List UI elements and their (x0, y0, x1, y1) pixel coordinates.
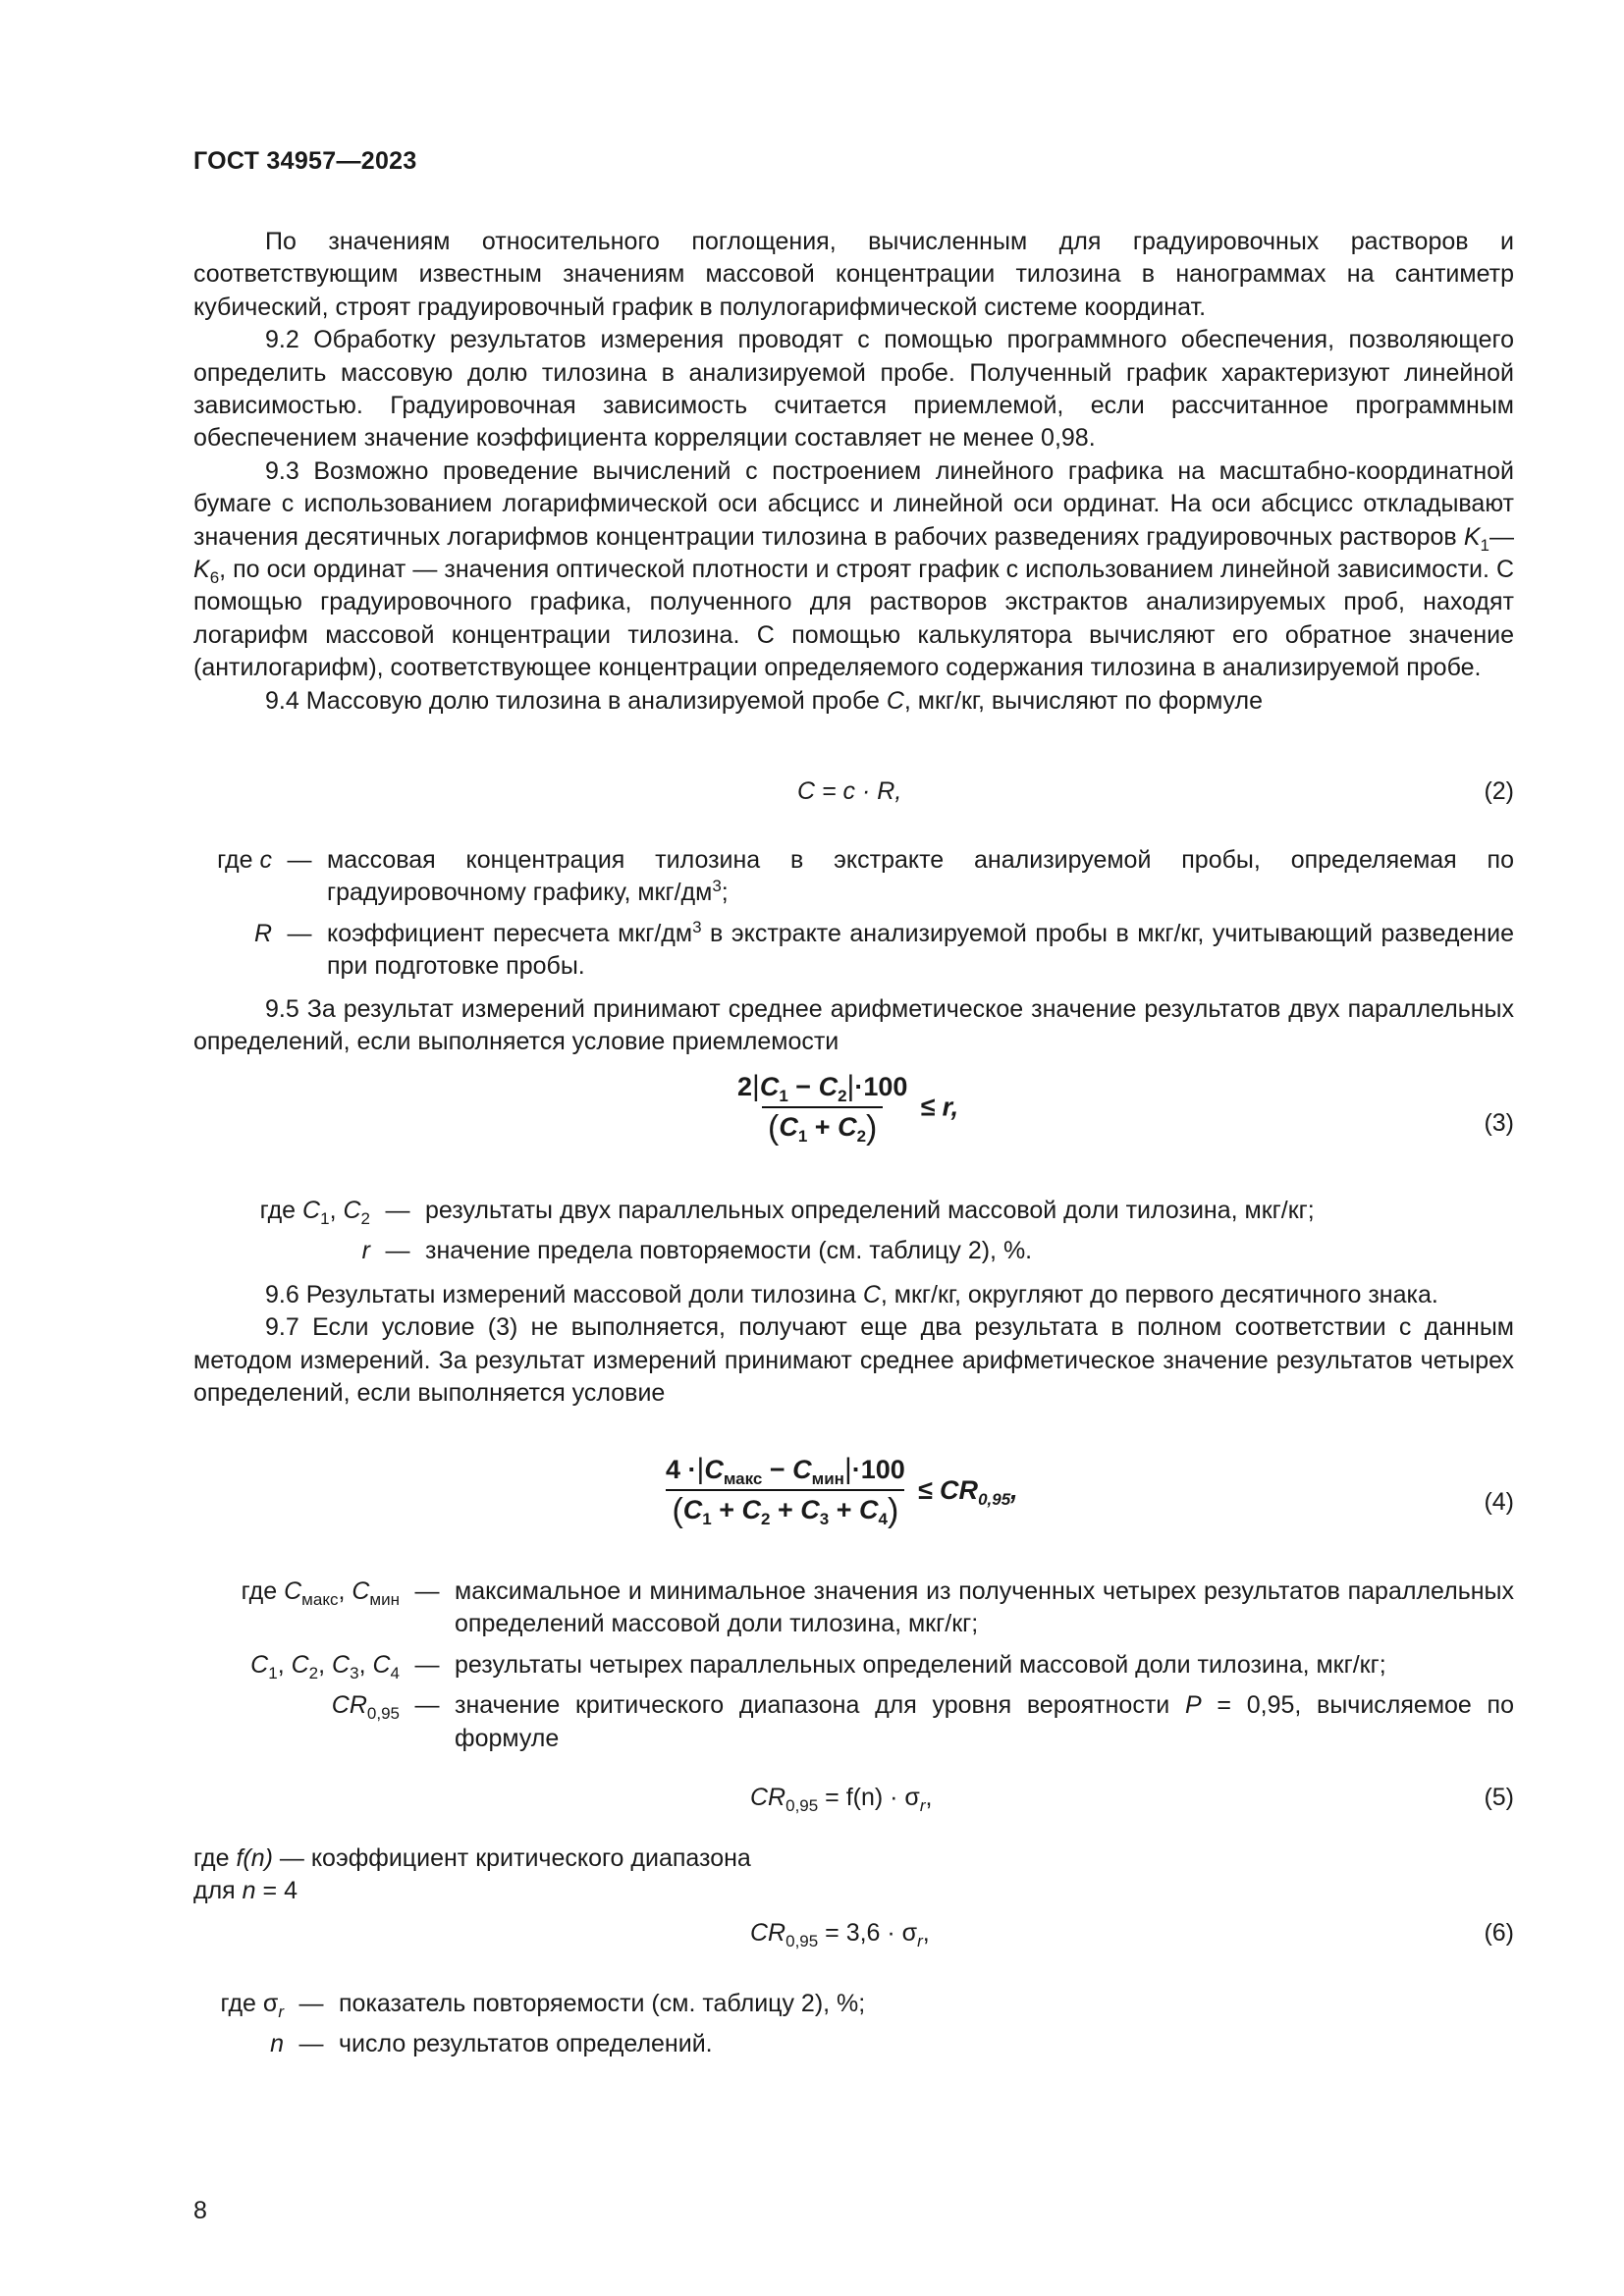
formula-3 (193, 1070, 1514, 1178)
where-row-c: где c — массовая концентрация тилозина в экстракте анализируемой пробы, определяемая по градуировочному графику, мкг/$дм^3$; (217, 846, 1514, 907)
paragraph-9-4: 9.4 Массовую долю тилозина в анализируемой пробе C, мкг/кг, вычисляют по формуле (265, 686, 1264, 715)
page-number: 8 (193, 2197, 207, 2224)
formula-4-number: (4) (1484, 1488, 1514, 1516)
where-row-r-limit: r — значение предела повторяемости (см. таблицу 2), %. (361, 1237, 1033, 1265)
where-block-formula-4 (193, 1575, 1514, 1763)
text-block-9-5 (193, 993, 1514, 1059)
formula-3-number: (3) (1484, 1109, 1514, 1137)
paragraph-9-6: 9.6 Результаты измерений массовой доли тилозина C, мкг/кг, округляют до первого десятичного знака. (265, 1281, 1438, 1308)
where-block-formula-5 (193, 1842, 1514, 1908)
where-row-c1-c4: $C_1$, $C_2$, $C_3$, $C_4$ — результаты четырех параллельных определений массовой доли тилозина, мкг/кг; (250, 1650, 1386, 1682)
where-block-formula-3 (193, 1195, 1514, 1276)
where-block-formula-2 (193, 844, 1514, 991)
where-n-line: для n = 4 (193, 1877, 298, 1905)
paragraph-9-7: 9.7 Если условие (3) не выполняется, получают еще два результата в полном соответствии с данным методом измерений. За результат измерений принимают среднее арифметическое значение результатов четырех определений, если выполняется условие (193, 1313, 1514, 1408)
formula-6 (193, 1917, 1514, 1956)
where-row-r: R — коэффициент пересчета мкг/$дм^3$ в экстракте анализируемой пробы в мкг/кг, учитывающий разведение при подготовке пробы. (253, 917, 1514, 981)
formula-5 (193, 1782, 1514, 1821)
formula-5-expression: $CR_{0,95} = f(n) \cdot \sigma_r$, (750, 1784, 933, 1815)
formula-2-expression: C = c · R, (797, 777, 902, 805)
formula-5-number: (5) (1484, 1784, 1514, 1811)
formula-2 (193, 775, 1514, 815)
formula-6-number: (6) (1484, 1919, 1514, 1947)
formula-4-rhs: ≤ $CR_{0,95}$, (917, 1474, 1018, 1509)
document-header: ГОСТ 34957—2023 (193, 147, 417, 175)
formula-6-expression: $CR_{0,95} = 3,6 \cdot \sigma_r$, (750, 1919, 930, 1950)
where-row-cmax-cmin: где $C_{макс}$, $C_{мин}$ — максимальное и минимальное значения из полученных четырех результатов параллельных определений массовой доли тилозина, мкг/кг; (241, 1577, 1514, 1638)
text-block-1 (193, 226, 1514, 718)
where-block-formula-6 (193, 1988, 1514, 2069)
formula-4-fraction: $\frac{4 \cdot|C_{макс} - C_{мин}|\cdot 100}{(C_1 + C_2 + C_3 + C_4)}$ (666, 1453, 905, 1530)
where-row-sigma: где $\sigma_r$ — показатель повторяемости (см. таблицу 2), %; (220, 1990, 866, 2021)
where-fn-line: где f(n) — коэффициент критического диапазона (193, 1844, 751, 1872)
where-row-cr: $CR_{0,95}$ — значение критического диапазона для уровня вероятности P = 0,95, вычисляемое по формуле (331, 1691, 1514, 1752)
paragraph-intro: По значениям относительного поглощения, вычисленным для градуировочных растворов и соответствующим известным значениям массовой концентрации тилозина в нанограммах на сантиметр кубический, строят градуировочный график в полулогарифмической системе координат. (193, 228, 1514, 321)
paragraph-9-3: 9.3 Возможно проведение вычислений с построением линейного графика на масштабно-координатной бумаге с использованием логарифмической оси абсцисс и линейной оси ординат. На оси абсцисс откладывают значения десятичных логарифмов концентрации тилозина в рабочих разведениях градуировочных растворов $K_1—K_6$, по оси ординат — значения оптической плотности и строят график с использованием линейной зависимости. С помощью градуировочного графика, полученного для растворов экстрактов анализируемых проб, находят логарифм массовой концентрации тилозина. С помощью калькулятора вычисляют его обратное значение (антилогарифм), соответствующее концентрации определяемого содержания тилозина в анализируемой пробе. (193, 456, 1514, 682)
formula-3-fraction: $\frac{2|C_1 - C_2|\cdot 100}{(C_1 + C_2)}$ (737, 1070, 908, 1148)
where-row-c1-c2: где $C_1$, $C_2$ — результаты двух параллельных определений массовой доли тилозина, мкг/кг; (259, 1197, 1315, 1228)
where-row-n: n — число результатов определений. (270, 2030, 713, 2058)
formula-4 (193, 1453, 1514, 1556)
paragraph-9-2: 9.2 Обработку результатов измерения проводят с помощью программного обеспечения, позволяющего определить массовую долю тилозина в анализируемой пробе. Полученный график характеризуют линейной зависимостью. Градуировочная зависимость считается приемлемой, если рассчитанное программным обеспечением значение коэффициента корреляции составляет не менее 0,98. (193, 326, 1514, 453)
paragraph-9-5: 9.5 За результат измерений принимают среднее арифметическое значение результатов двух параллельных определений, если выполняется условие приемлемости (193, 995, 1514, 1056)
formula-2-number: (2) (1484, 777, 1514, 805)
text-block-9-6-9-7 (193, 1279, 1514, 1411)
formula-3-rhs: ≤ r, (920, 1092, 959, 1122)
